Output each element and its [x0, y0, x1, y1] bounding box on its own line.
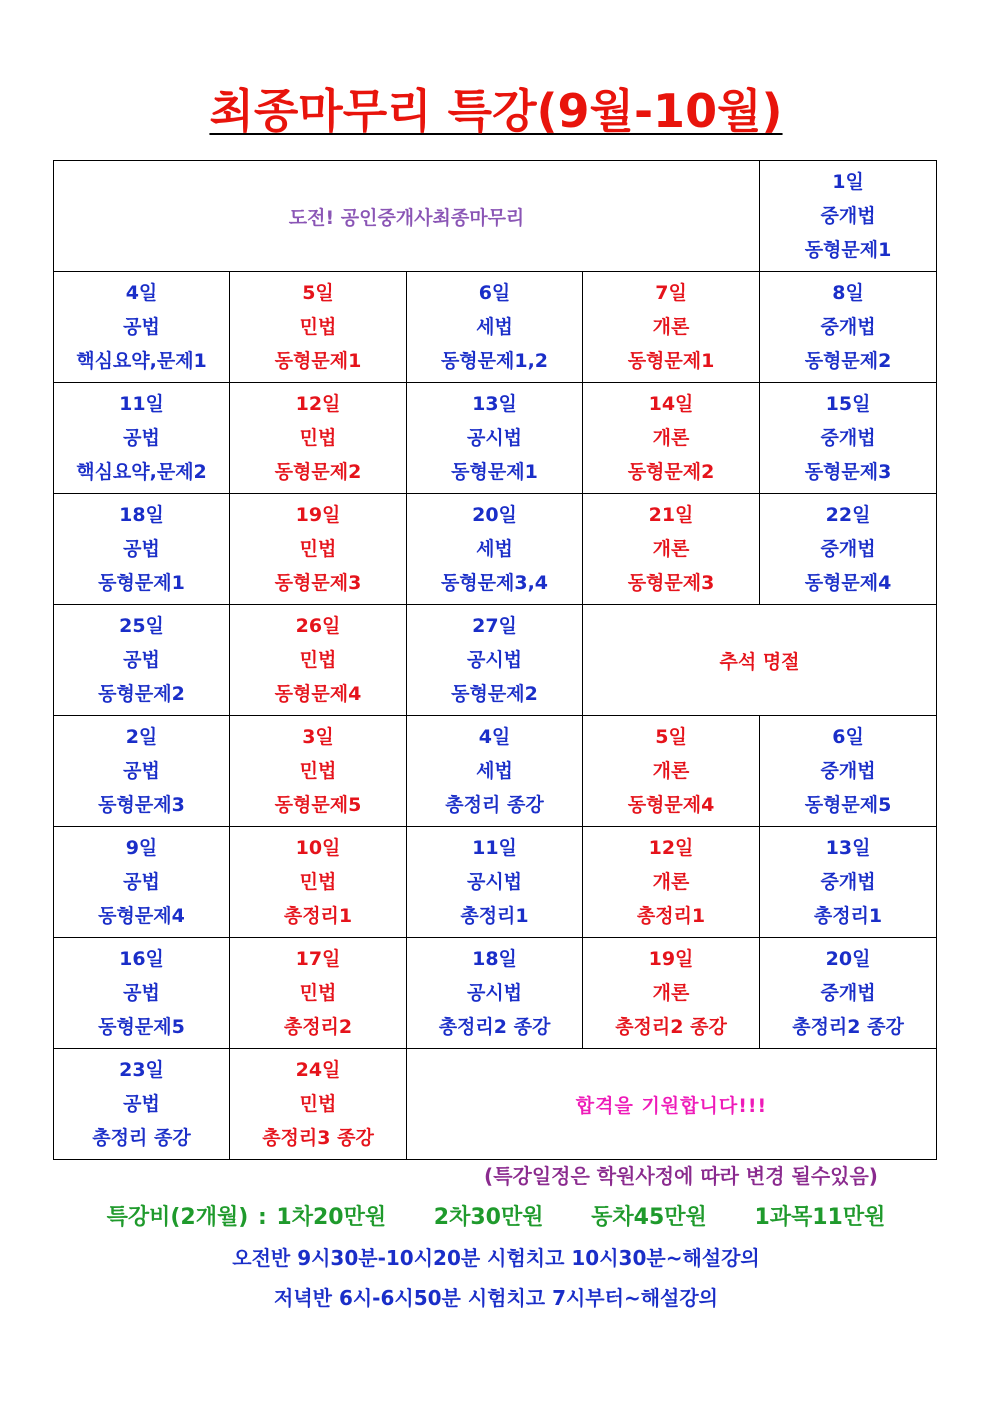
cell-subject: 개론 — [652, 871, 690, 893]
table-row — [54, 1049, 937, 1160]
cell-subject: 공시법 — [466, 871, 523, 893]
cell-subject: 민법 — [299, 982, 337, 1004]
cell-day: 4일 — [478, 726, 511, 748]
cell-subject: 개론 — [652, 982, 690, 1004]
cell-subject: 개론 — [652, 316, 690, 338]
cell-subject: 중개법 — [820, 760, 876, 782]
cell-topic: 총정리2 종강 — [615, 1016, 727, 1038]
cell-subject: 중개법 — [820, 982, 876, 1004]
cell-day: 5일 — [655, 726, 687, 748]
table-row — [54, 716, 937, 827]
cell-day: 6일 — [832, 726, 864, 748]
cell-subject: 민법 — [299, 316, 337, 338]
cell-subject: 중개법 — [820, 538, 876, 560]
cell-topic: 동형문제2 — [274, 461, 362, 483]
cell-subject: 개론 — [652, 538, 690, 560]
cell-topic: 총정리2 종강 — [792, 1016, 904, 1038]
cell-topic: 동형문제4 — [804, 572, 892, 594]
cell-subject: 민법 — [299, 649, 337, 671]
day-cell — [583, 938, 760, 1049]
cell-topic: 동형문제4 — [627, 794, 715, 816]
cell-subject: 공법 — [123, 316, 160, 338]
fee-line — [0, 1200, 992, 1231]
morning-class-info: 오전반 9시30분-10시20분 시험치고 10시30분~해설강의 — [232, 1246, 760, 1270]
cell-subject: 세법 — [476, 760, 513, 782]
cell-day: 21일 — [648, 504, 694, 526]
cell-day: 3일 — [302, 726, 334, 748]
banner-title: 도전! 공인중개사최종마무리 — [54, 161, 760, 272]
day-cell — [760, 494, 937, 605]
cell-topic: 동형문제1 — [804, 239, 892, 261]
cell-day: 12일 — [648, 837, 694, 859]
table-row — [54, 605, 937, 716]
cell-day: 4일 — [125, 282, 158, 304]
cell-subject: 공법 — [123, 760, 160, 782]
day-cell — [760, 716, 937, 827]
cell-topic: 동형문제5 — [804, 794, 892, 816]
day-cell — [760, 827, 937, 938]
cell-subject: 민법 — [299, 538, 337, 560]
cell-topic: 동형문제2 — [804, 350, 892, 372]
cell-subject: 공시법 — [466, 649, 523, 671]
cell-day: 1일 — [832, 171, 864, 193]
cell-day: 22일 — [825, 504, 871, 526]
cell-day: 20일 — [825, 948, 871, 970]
day-cell — [407, 383, 583, 494]
day-cell — [583, 383, 760, 494]
cell-day: 24일 — [295, 1059, 341, 1081]
cell-day: 25일 — [119, 615, 164, 637]
cell-day: 15일 — [825, 393, 871, 415]
cell-subject: 민법 — [299, 871, 337, 893]
day-cell — [407, 605, 583, 716]
cell-topic: 동형문제2 — [451, 683, 538, 705]
cell-subject: 공법 — [123, 1093, 160, 1115]
day-cell — [230, 494, 407, 605]
cell-day: 8일 — [832, 282, 864, 304]
cell-day: 9일 — [125, 837, 158, 859]
cell-subject: 개론 — [652, 760, 690, 782]
day-cell — [760, 938, 937, 1049]
cell-topic: 동형문제3 — [98, 794, 185, 816]
cell-day: 26일 — [295, 615, 341, 637]
day-cell — [54, 1049, 230, 1160]
day-cell — [230, 716, 407, 827]
cell-day: 13일 — [472, 393, 517, 415]
cell-topic: 동형문제4 — [274, 683, 362, 705]
day-cell — [583, 272, 760, 383]
day-cell — [407, 716, 583, 827]
cell-topic: 총정리1 — [636, 905, 706, 927]
day-cell — [230, 605, 407, 716]
page-title: 최종마무리 특강(9월-10월) — [209, 84, 783, 138]
fee-first: 특강비(2개월) : 1차20만원 — [106, 1205, 387, 1230]
cell-subject: 민법 — [299, 760, 337, 782]
cell-topic: 동형문제5 — [274, 794, 362, 816]
cell-topic: 동형문제1 — [627, 350, 715, 372]
cell-topic: 동형문제5 — [98, 1016, 185, 1038]
day-cell — [54, 605, 230, 716]
day-cell — [54, 383, 230, 494]
cell-day: 16일 — [119, 948, 164, 970]
cell-subject: 공시법 — [466, 427, 523, 449]
cell-day: 6일 — [478, 282, 511, 304]
cell-day: 17일 — [295, 948, 341, 970]
day-cell — [583, 827, 760, 938]
cell-subject: 개론 — [652, 427, 690, 449]
day-cell — [407, 938, 583, 1049]
cell-day: 18일 — [119, 504, 164, 526]
day-cell — [407, 494, 583, 605]
fee-single-subject: 1과목11만원 — [754, 1205, 886, 1230]
table-row — [54, 161, 937, 272]
day-cell — [760, 161, 937, 272]
cell-topic: 총정리 종강 — [92, 1127, 191, 1149]
cell-topic: 동형문제2 — [627, 461, 715, 483]
day-cell — [760, 383, 937, 494]
cell-day: 10일 — [295, 837, 341, 859]
cell-topic: 총정리1 — [813, 905, 883, 927]
cell-topic: 총정리2 종강 — [438, 1016, 551, 1038]
cell-day: 11일 — [119, 393, 164, 415]
cell-topic: 핵심요약,문제2 — [76, 461, 207, 483]
cell-subject: 공법 — [123, 649, 160, 671]
day-cell — [230, 383, 407, 494]
table-row — [54, 938, 937, 1049]
fee-combined: 동차45만원 — [591, 1205, 707, 1230]
cell-topic: 동형문제3,4 — [440, 572, 549, 594]
cell-subject: 중개법 — [820, 205, 876, 227]
cell-subject: 중개법 — [820, 871, 876, 893]
cell-day: 2일 — [125, 726, 158, 748]
cell-day: 19일 — [648, 948, 694, 970]
cell-day: 27일 — [472, 615, 517, 637]
cell-topic: 총정리2 — [283, 1016, 353, 1038]
good-luck-message: 합격을 기원합니다!!! — [407, 1049, 937, 1160]
day-cell — [54, 827, 230, 938]
cell-day: 12일 — [295, 393, 341, 415]
cell-topic: 동형문제3 — [274, 572, 362, 594]
cell-topic: 총정리 종강 — [445, 794, 544, 816]
schedule-table — [53, 160, 937, 1160]
fee-second: 2차30만원 — [433, 1205, 544, 1230]
holiday-cell: 추석 명절 — [583, 605, 937, 716]
cell-day: 19일 — [295, 504, 341, 526]
cell-day: 14일 — [648, 393, 694, 415]
day-cell — [54, 716, 230, 827]
cell-subject: 공법 — [123, 427, 160, 449]
day-cell — [583, 716, 760, 827]
table-row — [54, 383, 937, 494]
day-cell — [230, 1049, 407, 1160]
cell-topic: 동형문제2 — [98, 683, 185, 705]
cell-topic: 동형문제1,2 — [440, 350, 549, 372]
day-cell — [583, 494, 760, 605]
cell-subject: 공법 — [123, 982, 160, 1004]
cell-day: 5일 — [302, 282, 334, 304]
cell-topic: 동형문제1 — [274, 350, 362, 372]
table-row — [54, 494, 937, 605]
cell-day: 20일 — [472, 504, 517, 526]
cell-day: 23일 — [119, 1059, 164, 1081]
cell-topic: 동형문제3 — [804, 461, 892, 483]
cell-subject: 민법 — [299, 1093, 337, 1115]
cell-subject: 중개법 — [820, 316, 876, 338]
cell-topic: 총정리1 — [460, 905, 529, 927]
cell-subject: 공시법 — [466, 982, 523, 1004]
cell-topic: 총정리3 종강 — [262, 1127, 374, 1149]
day-cell — [54, 938, 230, 1049]
cell-topic: 동형문제3 — [627, 572, 715, 594]
cell-day: 13일 — [825, 837, 871, 859]
cell-day: 11일 — [472, 837, 517, 859]
day-cell — [230, 272, 407, 383]
cell-day: 18일 — [472, 948, 517, 970]
table-row — [54, 827, 937, 938]
schedule-change-note: (특강일정은 학원사정에 따라 변경 될수있음) — [484, 1164, 878, 1188]
cell-subject: 공법 — [123, 538, 160, 560]
table-row — [54, 272, 937, 383]
cell-subject: 공법 — [123, 871, 160, 893]
day-cell — [760, 272, 937, 383]
cell-day: 7일 — [655, 282, 687, 304]
day-cell — [54, 494, 230, 605]
cell-topic: 동형문제1 — [98, 572, 185, 594]
day-cell — [54, 272, 230, 383]
cell-subject: 민법 — [299, 427, 337, 449]
cell-topic: 동형문제4 — [98, 905, 185, 927]
day-cell — [230, 938, 407, 1049]
cell-topic: 동형문제1 — [451, 461, 538, 483]
cell-subject: 세법 — [476, 538, 513, 560]
cell-topic: 총정리1 — [283, 905, 353, 927]
day-cell — [407, 272, 583, 383]
evening-class-info: 저녁반 6시-6시50분 시험치고 7시부터~해설강의 — [274, 1286, 718, 1310]
day-cell — [407, 827, 583, 938]
cell-topic: 핵심요약,문제1 — [76, 350, 207, 372]
day-cell — [230, 827, 407, 938]
cell-subject: 세법 — [476, 316, 513, 338]
cell-subject: 중개법 — [820, 427, 876, 449]
